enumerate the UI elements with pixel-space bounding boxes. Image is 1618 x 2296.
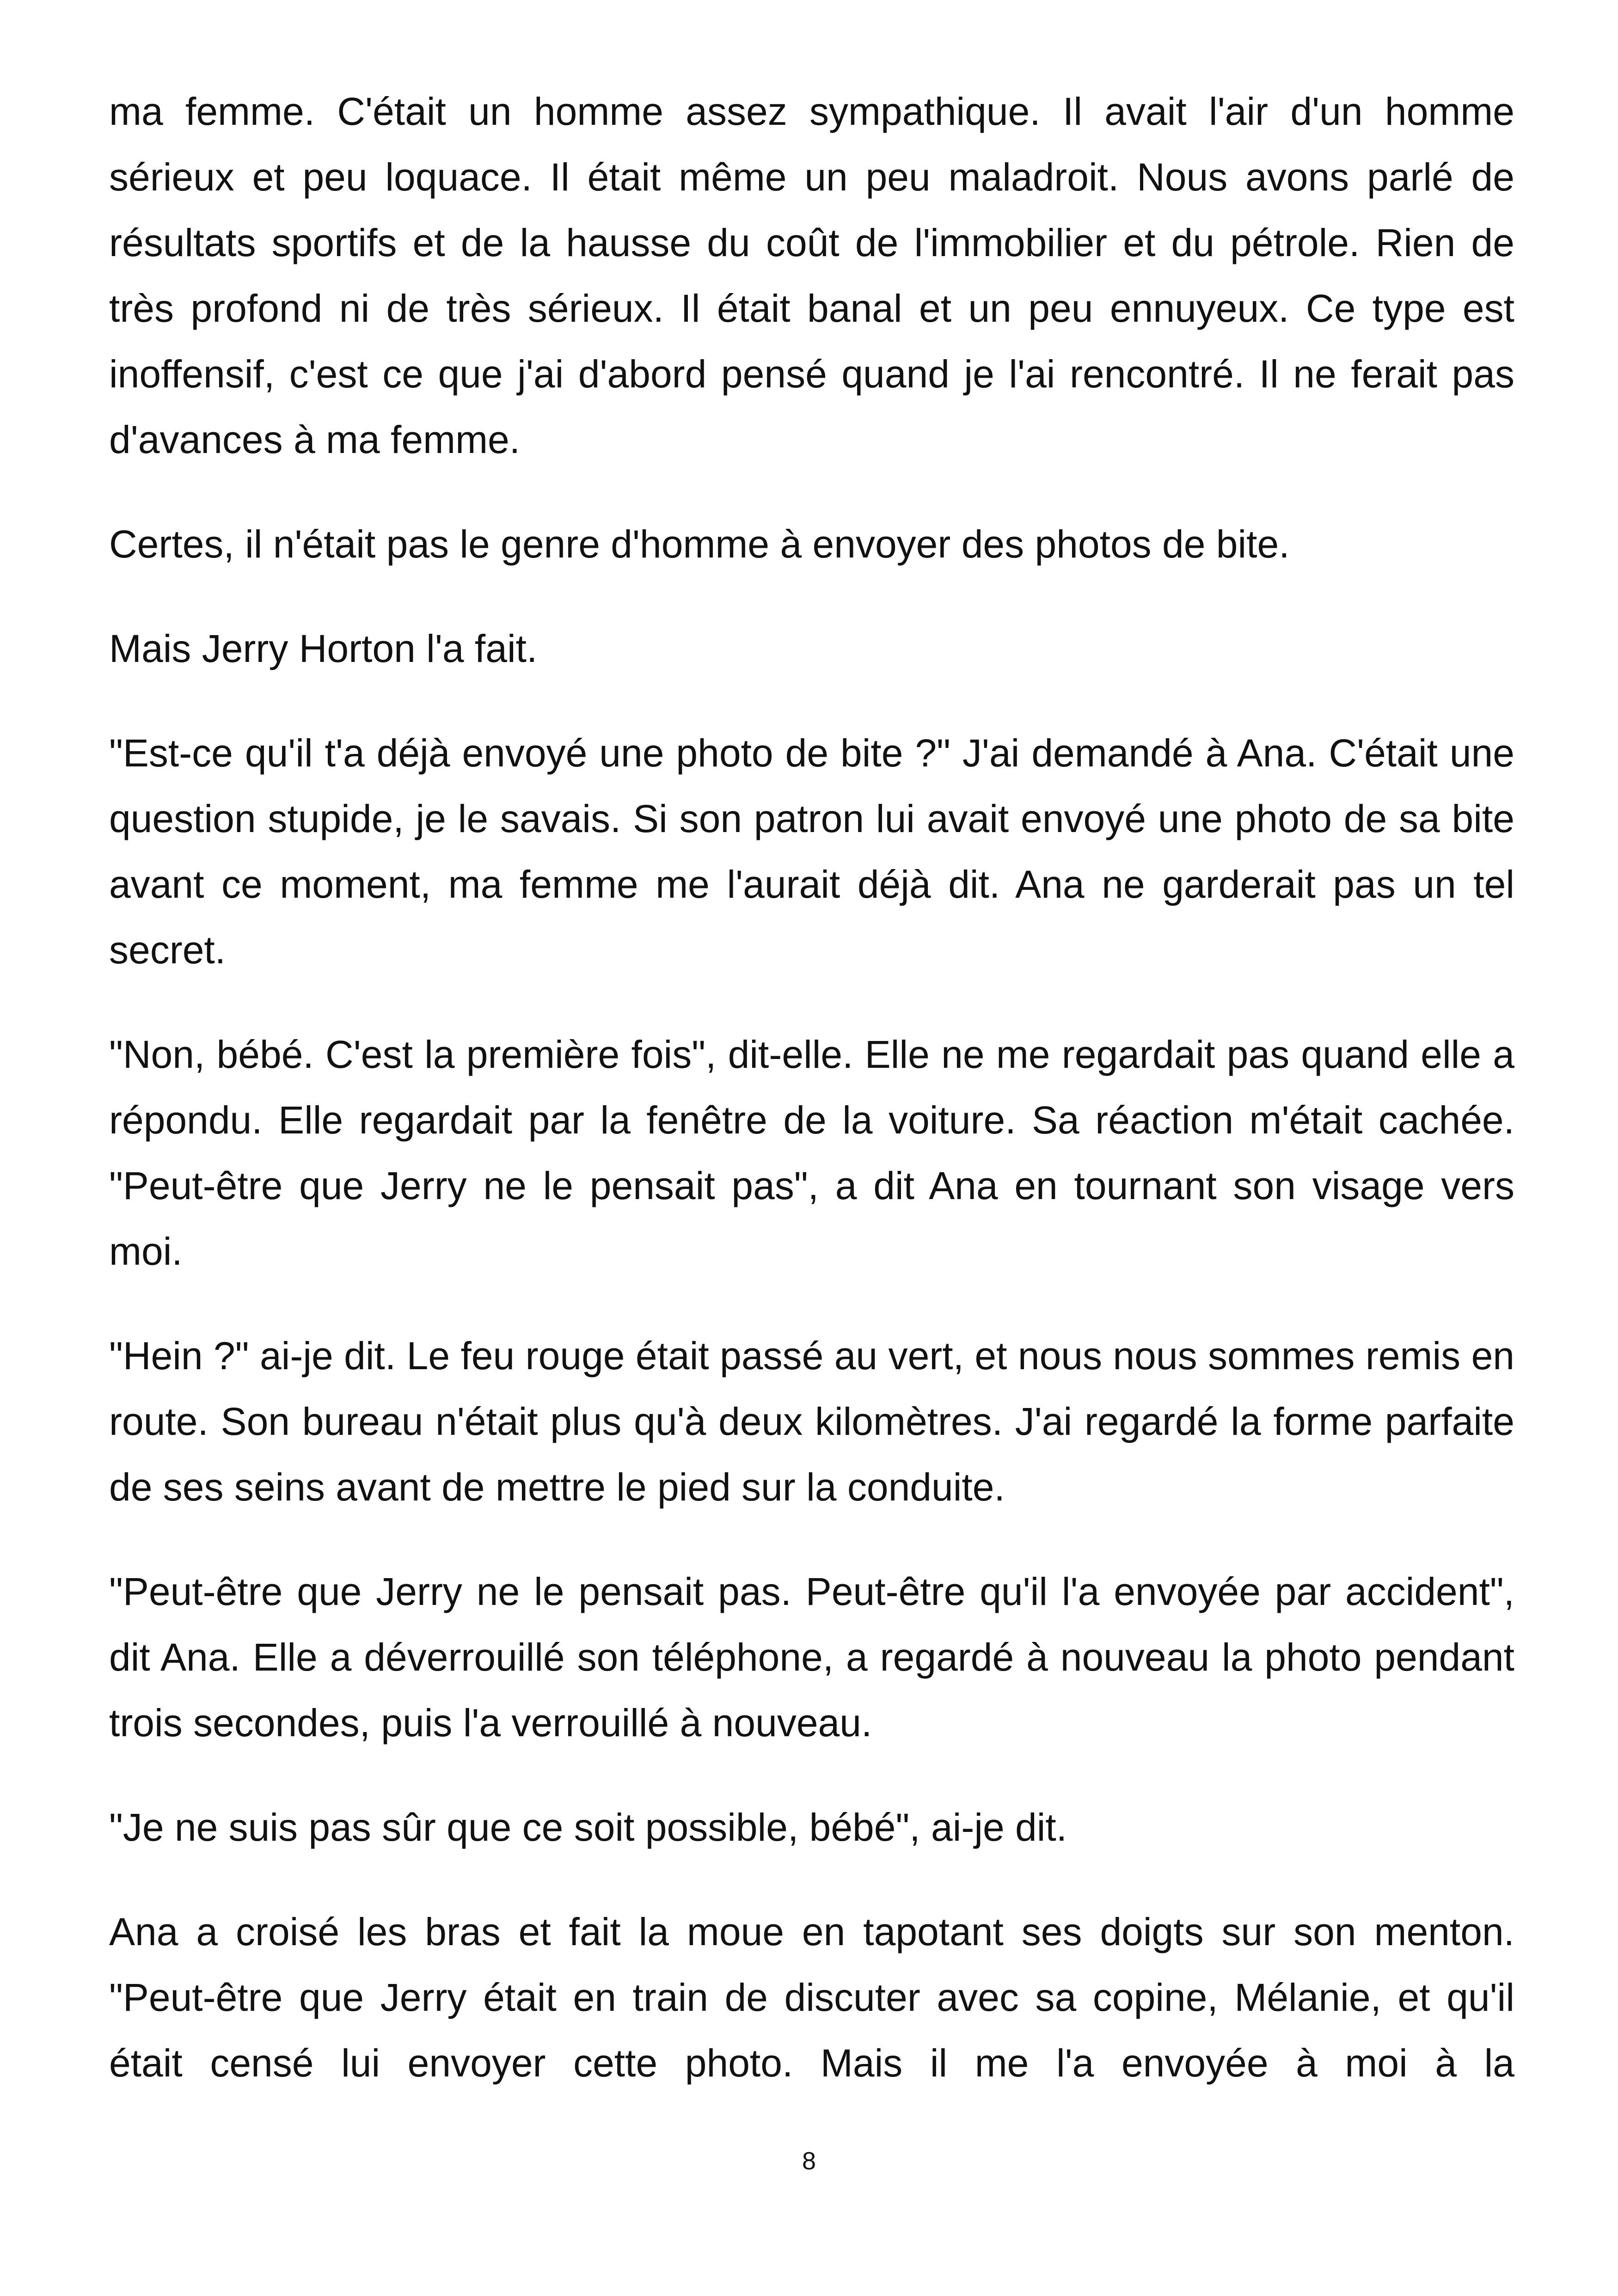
page-number: 8: [802, 2147, 816, 2175]
paragraph-6: "Hein ?" ai-je dit. Le feu rouge était passé au vert, et nous nous sommes remis en route. Son bureau n'était plus qu'à deux kilomètres. J'ai regardé la forme parfaite de ses seins avant de mettre le pied sur la conduite.: [109, 1334, 1514, 1509]
paragraph-4: "Est-ce qu'il t'a déjà envoyé une photo de bite ?" J'ai demandé à Ana. C'était une question stupide, je le savais. Si son patron lui avait envoyé une photo de sa bite avant ce moment, ma femme me l'aurait déjà dit. Ana ne garderait pas un tel secret.: [109, 731, 1514, 972]
paragraph-1: ma femme. C'était un homme assez sympathique. Il avait l'air d'un homme sérieux et peu loquace. Il était même un peu maladroit. Nous avons parlé de résultats sportifs et de la hausse du coût de l'immobilier et du pétrole. Rien de très profond ni de très sérieux. Il était banal et un peu ennuyeux. Ce type est inoffensif, c'est ce que j'ai d'abord pensé quand je l'ai rencontré. Il ne ferait pas d'avances à ma femme.: [109, 90, 1514, 461]
page-body: [109, 79, 1514, 2135]
paragraph-5: "Non, bébé. C'est la première fois", dit-elle. Elle ne me regardait pas quand elle a répondu. Elle regardait par la fenêtre de la voiture. Sa réaction m'était cachée. "Peut-être que Jerry ne le pensait pas", a dit Ana en tournant son visage vers moi.: [109, 1033, 1514, 1273]
paragraph-2: Certes, il n'était pas le genre d'homme à envoyer des photos de bite.: [109, 522, 1290, 566]
paragraph-3: Mais Jerry Horton l'a fait.: [109, 627, 538, 670]
paragraph-7: "Peut-être que Jerry ne le pensait pas. Peut-être qu'il l'a envoyée par accident", dit Ana. Elle a déverrouillé son téléphone, a regardé à nouveau la photo pendant trois secondes, puis l'a verrouillé à nouveau.: [109, 1570, 1514, 1745]
paragraph-9: Ana a croisé les bras et fait la moue en tapotant ses doigts sur son menton. "Peut-être que Jerry était en train de discuter avec sa copine, Mélanie, et qu'il était censé lui envoyer cette photo. Mais il me l'a envoyée à moi à la: [109, 1910, 1514, 2085]
paragraph-8: "Je ne suis pas sûr que ce soit possible, bébé", ai-je dit.: [109, 1806, 1067, 1849]
